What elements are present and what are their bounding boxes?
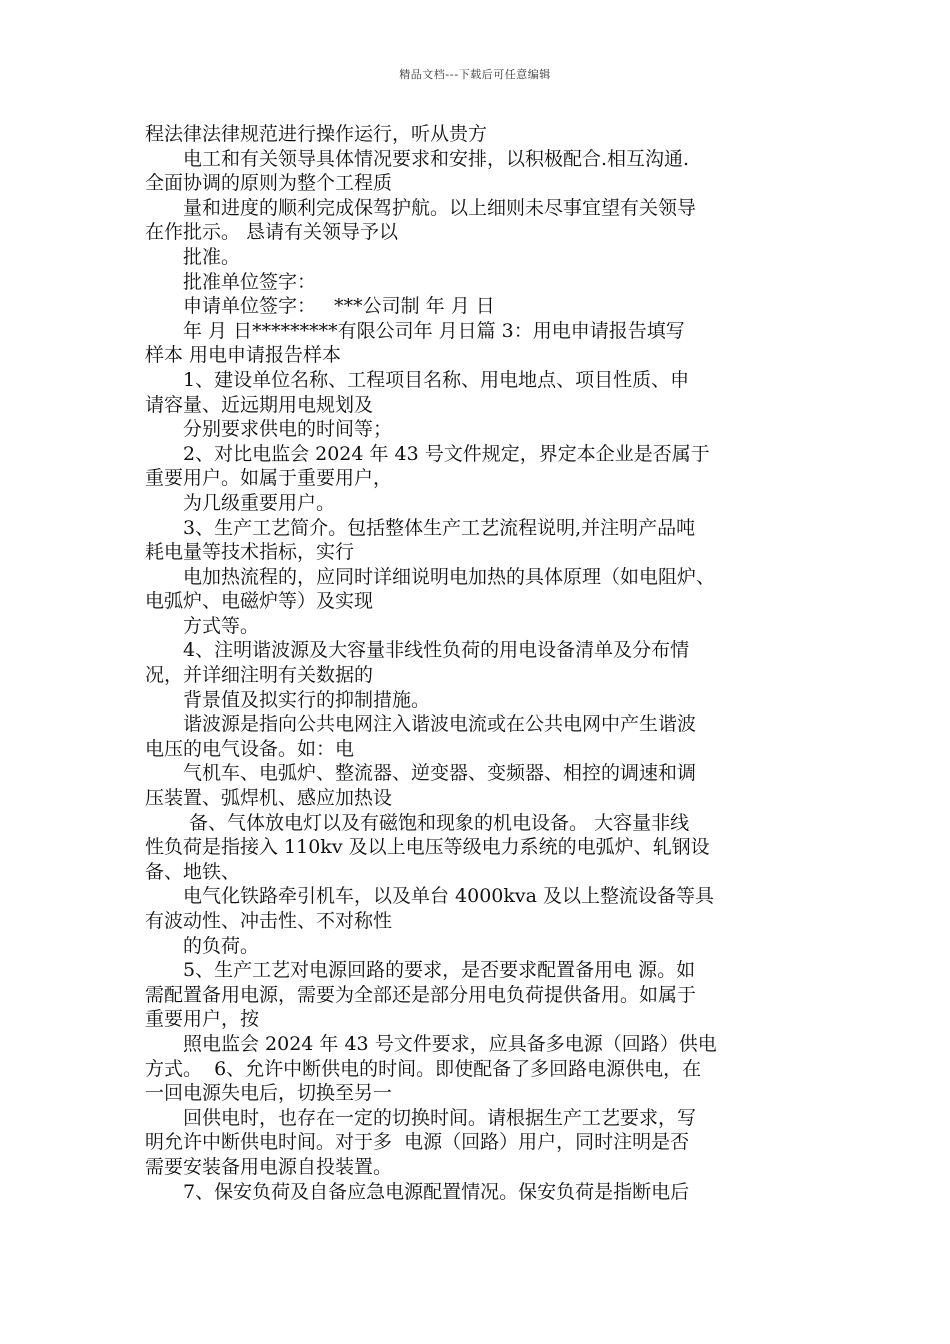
text-line: 的负荷。 [145, 934, 260, 957]
text-line: 电气化铁路牵引机车，以及单台 4000kva 及以上整流设备等具 [145, 885, 715, 908]
text-line: 量和进度的顺利完成保驾护航。以上细则未尽事宜望有关领导 [145, 196, 697, 219]
text-line: 压装置、弧焊机、感应加热设 [145, 787, 393, 810]
text-line: 有波动性、冲击性、不对称性 [145, 910, 393, 932]
text-line: 明允许中断供电时间。对于多 电源（回路）用户，同时注明是否 [145, 1131, 690, 1154]
text-line: 性负荷是指接入 110kv 及以上电压等级电力系统的电弧炉、轧钢设 [145, 836, 710, 859]
text-line: 4、注明谐波源及大容量非线性负荷的用电设备清单及分布情 [145, 639, 690, 662]
text-line: 1、建设单位名称、工程项目名称、用电地点、项目性质、申 [145, 368, 690, 391]
document-body [145, 122, 815, 1204]
text-line: 方式等。 [145, 614, 260, 637]
text-line: 耗电量等技术指标，实行 [145, 541, 355, 564]
text-line: 批准单位签字： [145, 270, 317, 293]
text-line: 程法律法律规范进行操作运行，听从贵方 [145, 123, 488, 145]
text-line: 电压的电气设备。如：电 [145, 737, 355, 760]
text-line: 重要用户，按 [145, 1008, 260, 1031]
text-line: 备、地铁、 [145, 860, 241, 883]
text-line: 请容量、近远期用电规划及 [145, 393, 374, 416]
text-line: 3、生产工艺简介。包括整体生产工艺流程说明,并注明产品吨 [145, 516, 696, 539]
text-line: 为几级重要用户。 [145, 491, 336, 514]
text-line: 电工和有关领导具体情况要求和安排，以积极配合.相互沟通. [145, 147, 690, 170]
text-line: 分别要求供电的时间等； [145, 418, 393, 441]
page-header: 精品文档---下载后可任意编辑 [399, 68, 551, 81]
text-line: 需要安装备用电源自投装置。 [145, 1155, 393, 1178]
text-line: 一回电源失电后，切换至另一 [145, 1082, 393, 1105]
text-line: 2、对比电监会 2024 年 43 号文件规定，界定本企业是否属于 [145, 442, 710, 465]
text-line: 7、保安负荷及自备应急电源配置情况。保安负荷是指断电后 [145, 1180, 690, 1203]
text-line: 样本 用电申请报告样本 [145, 344, 342, 367]
text-line: 方式。 6、允许中断供电的时间。即使配备了多回路电源供电，在 [145, 1057, 702, 1080]
text-line: 谐波源是指向公共电网注入谐波电流或在公共电网中产生谐波 [145, 713, 697, 736]
text-line: 电弧炉、电磁炉等）及实现 [145, 590, 374, 613]
text-line: 需配置备用电源，需要为全部还是部分用电负荷提供备用。如属于 [145, 983, 697, 1006]
text-line: 况，并详细注明有关数据的 [145, 664, 374, 687]
text-line: 电加热流程的，应同时详细说明电加热的具体原理（如电阻炉、 [145, 565, 716, 588]
text-line: 备、气体放电灯以及有磁饱和现象的机电设备。 大容量非线 [145, 811, 690, 834]
text-line: 全面协调的原则为整个工程质 [145, 172, 393, 195]
text-line: 重要用户。如属于重要用户， [145, 467, 393, 490]
text-line: 回供电时，也存在一定的切换时间。请根据生产工艺要求，写 [145, 1106, 697, 1129]
text-line: 申请单位签字： ***公司制 年 月 日 [145, 295, 495, 318]
text-line: 背景值及拟实行的抑制措施。 [145, 688, 431, 711]
text-line: 照电监会 2024 年 43 号文件要求，应具备多电源（回路）供电 [145, 1032, 717, 1055]
text-line: 年 月 日*********有限公司年 月日篇 3：用电申请报告填写 [145, 319, 685, 342]
text-line: 在作批示。 恳请有关领导予以 [145, 221, 399, 244]
text-line: 5、生产工艺对电源回路的要求，是否要求配置备用电 源。如 [145, 959, 696, 982]
text-line: 气机车、电弧炉、整流器、逆变器、变频器、相控的调速和调 [145, 762, 697, 785]
text-line: 批准。 [145, 245, 241, 268]
